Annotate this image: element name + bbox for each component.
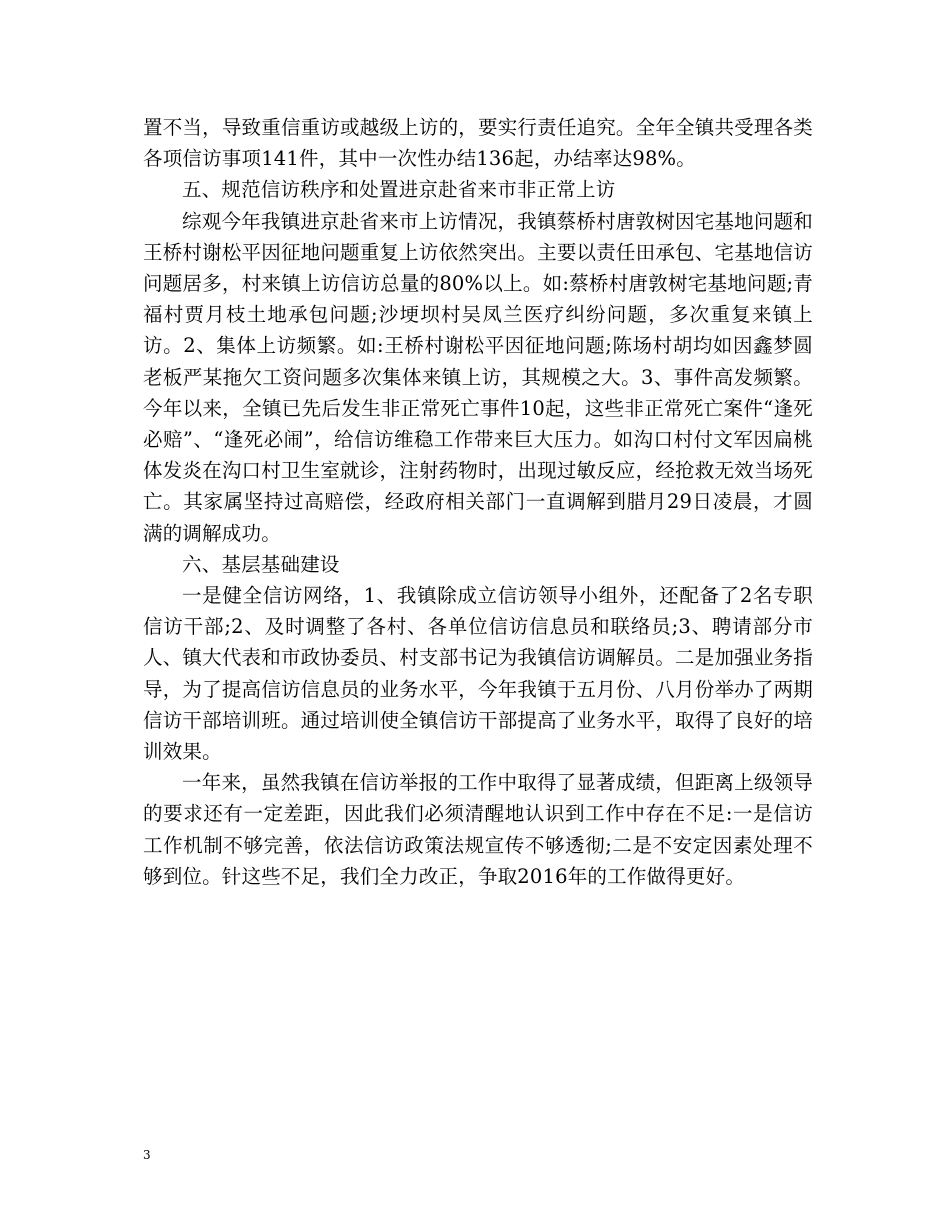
page-number: 3 — [143, 1148, 151, 1162]
paragraph-continuation: 置不当，导致重信重访或越级上访的，要实行责任追究。全年全镇共受理各类各项信访事项141件，其中一次性办结136起，办结率达98%。 — [143, 116, 813, 171]
paragraph-grassroots-construction: 一是健全信访网络，1、我镇除成立信访领导小组外，还配备了2名专职信访干部;2、及时调整了各村、各单位信访信息员和联络员;3、聘请部分市人、镇大代表和市政协委员、村支部书记为我镇信访调解员。二是加强业务指导，为了提高信访信息员的业务水平，今年我镇于五月份、八月份举办了两期信访干部培训班。通过培训使全镇信访干部提高了业务水平，取得了良好的培训效果。 — [143, 584, 813, 764]
paragraph-petition-situation: 综观今年我镇进京赴省来市上访情况，我镇蔡桥村唐敦树因宅基地问题和王桥村谢松平因征地问题重复上访依然突出。主要以责任田承包、宅基地信访问题居多，村来镇上访信访总量的80%以上。如:蔡桥村唐敦树宅基地问题;青福村贾月枝土地承包问题;沙埂坝村吴凤兰医疗纠纷问题，多次重复来镇上访。2、集体上访频繁。如:王桥村谢松平因征地问题;陈场村胡均如因鑫梦圆老板严某拖欠工资问题多次集体来镇上访，其规模之大。3、事件高发频繁。今年以来，全镇已先后发生非正常死亡事件10起，这些非正常死亡案件“逢死必赔”、“逢死必闹”，给信访维稳工作带来巨大压力。如沟口村付文军因扁桃体发炎在沟口村卫生室就诊，注射药物时，出现过敏反应，经抢救无效当场死亡。其家属坚持过高赔偿，经政府相关部门一直调解到腊月29日凌晨，才圆满的调解成功。 — [143, 209, 813, 545]
document-body — [143, 112, 813, 892]
paragraph-summary: 一年来，虽然我镇在信访举报的工作中取得了显著成绩，但距离上级领导的要求还有一定差距，因此我们必须清醒地认识到工作中存在不足:一是信访工作机制不够完善，依法信访政策法规宣传不够透彻;二是不安定因素处理不够到位。针这些不足，我们全力改正，争取2016年的工作做得更好。 — [143, 771, 813, 888]
section-heading-five: 五、规范信访秩序和处置进京赴省来市非正常上访 — [182, 178, 616, 202]
section-heading-six: 六、基层基础建设 — [182, 552, 340, 576]
